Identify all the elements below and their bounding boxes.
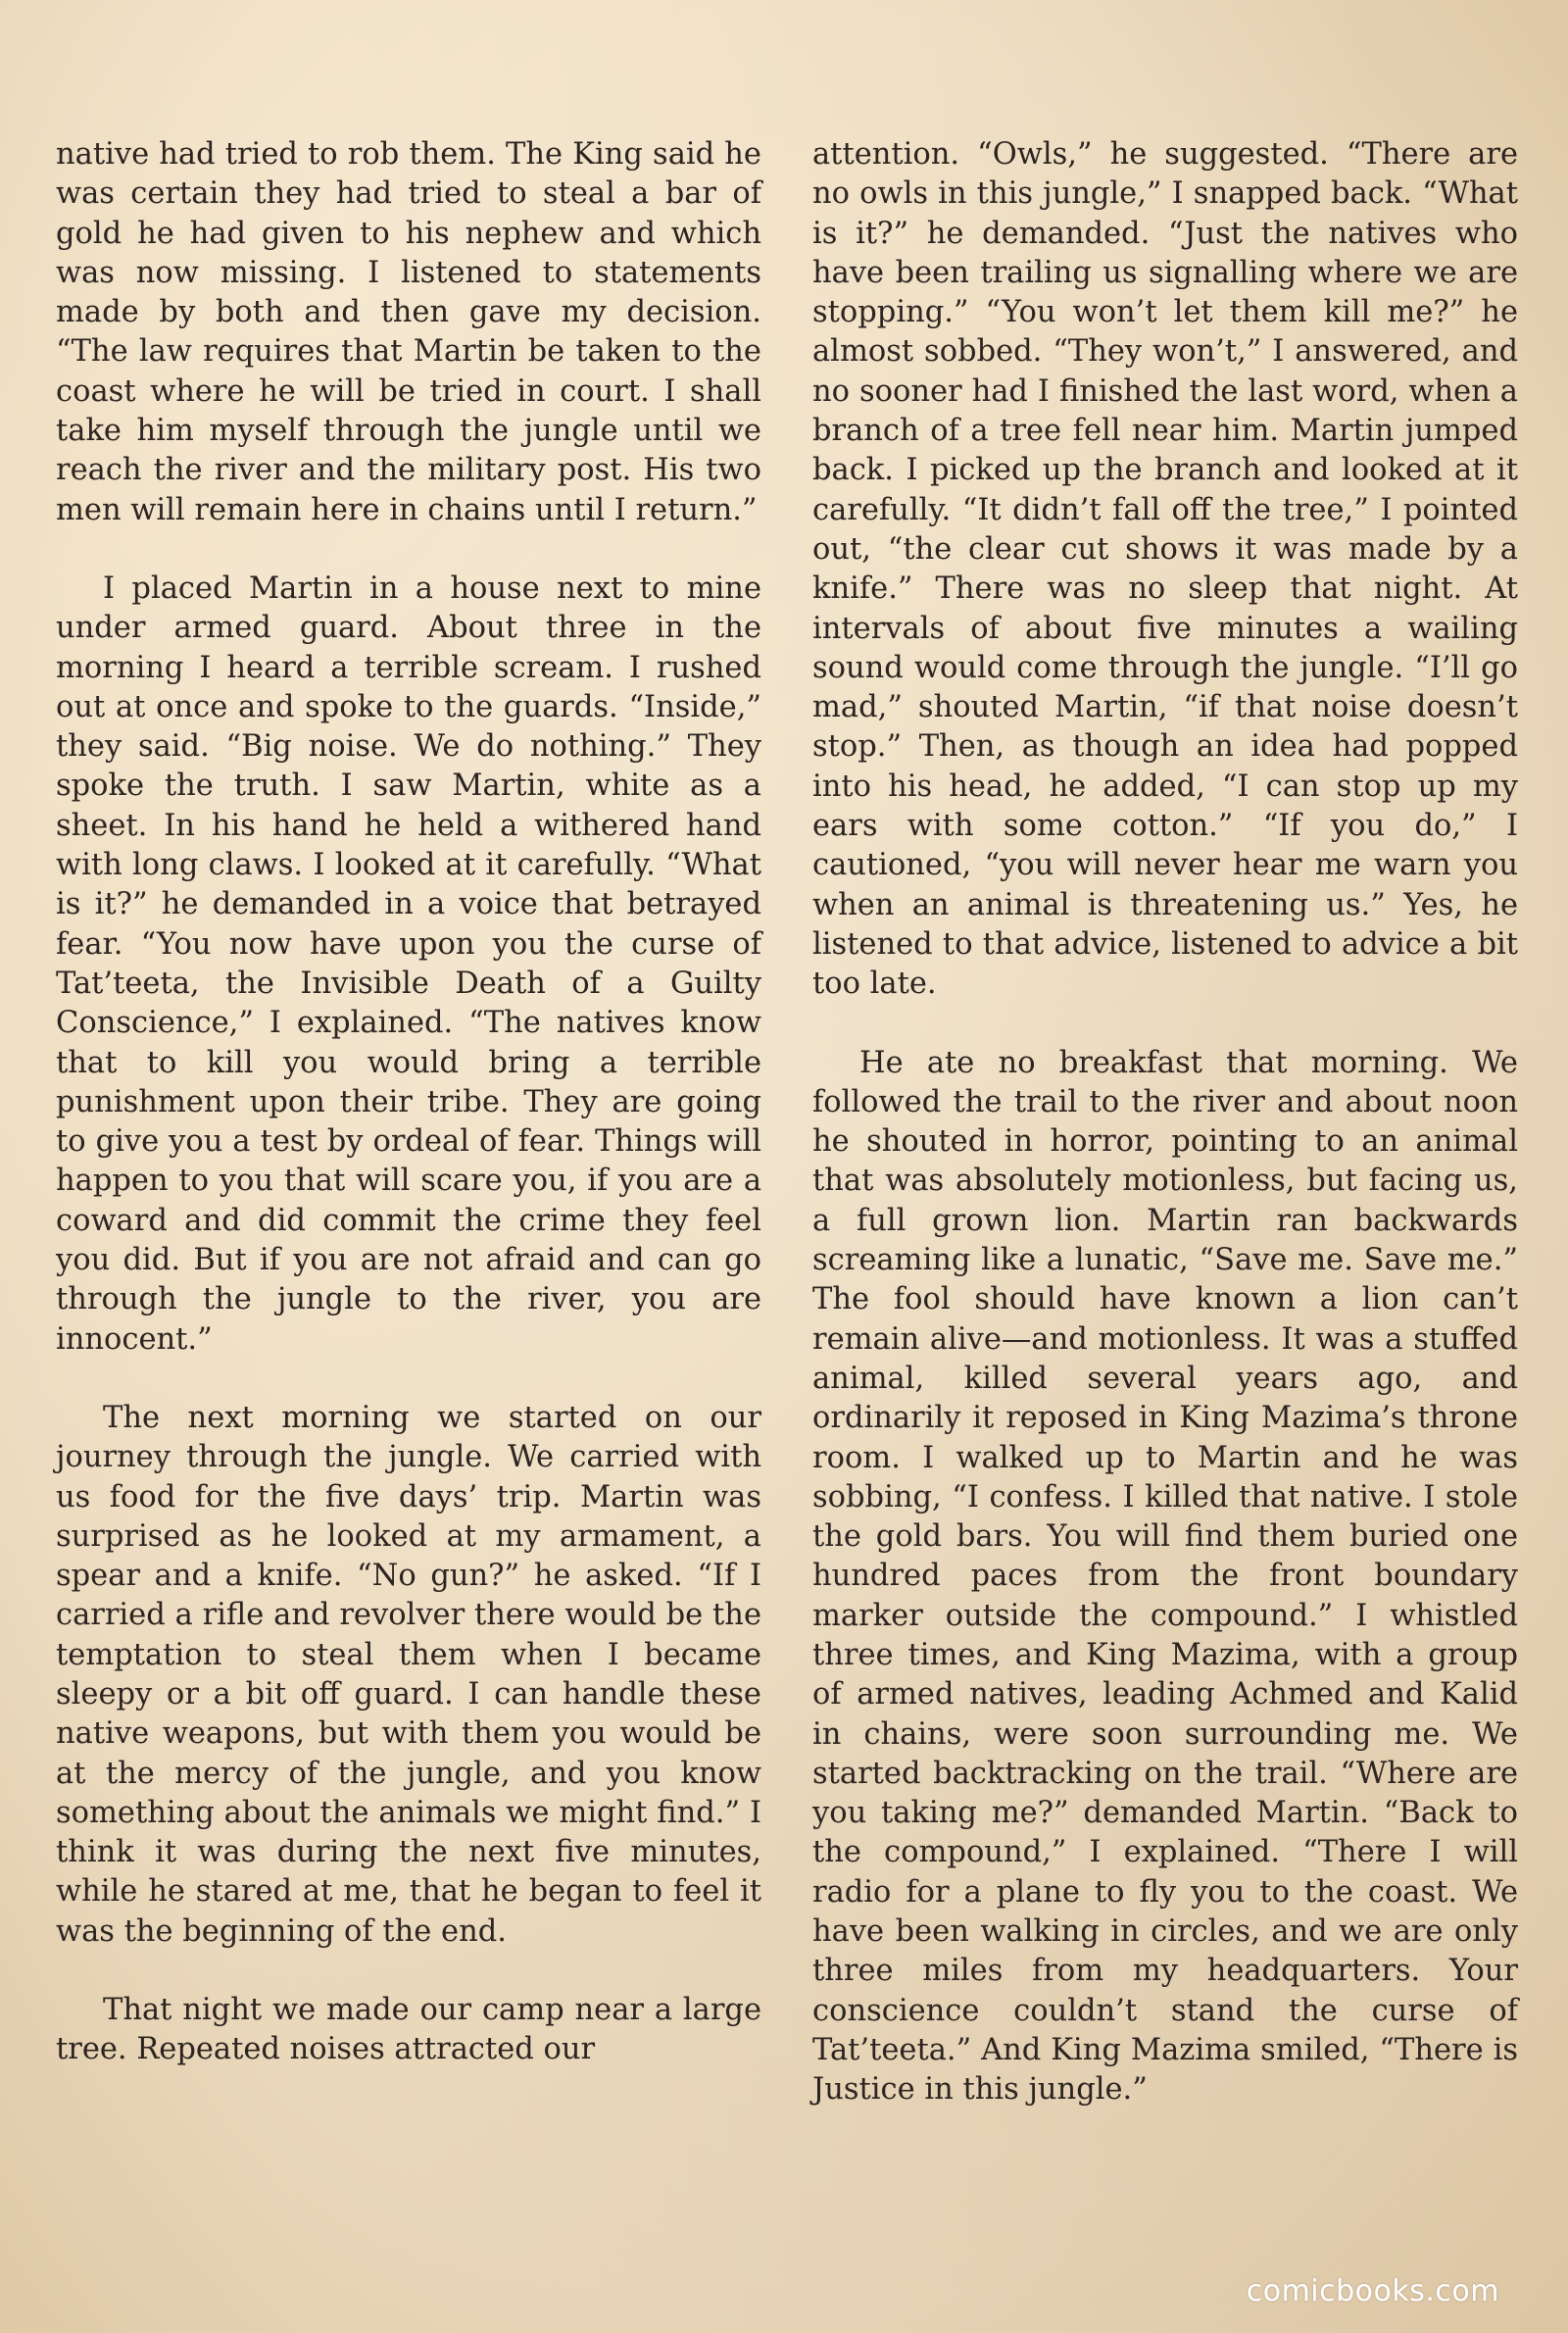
right-column bbox=[812, 135, 1518, 2150]
left-column bbox=[56, 135, 761, 2110]
paragraph: I placed Martin in a house next to mine under armed guard. About three in the morning I heard a terrible scream. I rushed out at once and spoke to the guards. “Inside,” they said. “Big noise. We do nothing.” They spoke the truth. I saw Martin, white as a sheet. In his hand he held a withered hand with long claws. I looked at it carefully. “What is it?” he demanded in a voice that betrayed fear. “You now have upon you the curse of Tat’teeta, the Invisible Death of a Guilty Conscience,” I explained. “The natives know that to kill you would bring a terrible punishment upon their tribe. They are going to give you a test by ordeal of fear. Things will happen to you that will scare you, if you are a coward and did commit the crime they feel you did. But if you are not afraid and can go through the jungle to the river, you are innocent.” bbox=[56, 571, 761, 1357]
paragraph: The next morning we started on our journey through the jungle. We carried with us food for the five days’ trip. Martin was surprised as he looked at my armament, a spear and a knife. “No gun?” he asked. “If I carried a rifle and revolver there would be the temptation to steal them when I became sleepy or a bit off guard. I can handle these native weapons, but with them you would be at the mercy of the jungle, and you know something about the animals we might find.” I think it was during the next five minutes, while he stared at me, that he began to feel it was the beginning of the end. bbox=[56, 1400, 761, 1949]
paragraph: He ate no breakfast that morning. We followed the trail to the river and about noon he shouted in horror, pointing to an animal that was absolutely motionless, but facing us, a full grown lion. Martin ran backwards screaming like a lunatic, “Save me. Save me.” The fool should have known a lion can’t remain alive—and motionless. It was a stuffed animal, killed several years ago, and ordinarily it reposed in King Mazima’s throne room. I walked up to Martin and he was sobbing, “I confess. I killed that native. I stole the gold bars. You will find them buried one hundred paces from the front boundary marker outside the compound.” I whistled three times, and King Mazima, with a group of armed natives, leading Achmed and Kalid in chains, were soon surrounding me. We started backtracking on the trail. “Where are you taking me?” demanded Martin. “Back to the compound,” I explained. “There I will radio for a plane to fly you to the coast. We have been walking in circles, and we are only three miles from my headquarters. Your conscience couldn’t stand the curse of Tat’teeta.” And King Mazima smiled, “There is Justice in this jungle.” bbox=[812, 1045, 1518, 2108]
paragraph: That night we made our camp near a large tree. Repeated noises attracted our bbox=[56, 1993, 761, 2067]
paragraph: attention. “Owls,” he suggested. “There are no owls in this jungle,” I snapped back. “What is it?” he demanded. “Just the natives who have been trailing us signalling where we are stopping.” “You won’t let them kill me?” he almost sobbed. “They won’t,” I answered, and no sooner had I finished the last word, when a branch of a tree fell near him. Martin jumped back. I picked up the branch and looked at it carefully. “It didn’t fall off the tree,” I pointed out, “the clear cut shows it was made by a knife.” There was no sleep that night. At intervals of about five minutes a wailing sound would come through the jungle. “I’ll go mad,” shouted Martin, “if that noise doesn’t stop.” Then, as though an idea had popped into his head, he added, “I can stop up my ears with some cotton.” “If you do,” I cautioned, “you will never hear me warn you when an animal is threatening us.” Yes, he listened to that advice, listened to advice a bit too late. bbox=[812, 137, 1518, 1002]
paragraph: native had tried to rob them. The King said he was certain they had tried to steal a bar of gold he had given to his nephew and which was now missing. I listened to statements made by both and then gave my decision. “The law requires that Martin be taken to the coast where he will be tried in court. I shall take him myself through the jungle until we reach the river and the military post. His two men will remain here in chains until I return.” bbox=[56, 137, 761, 527]
site-watermark: comicbooks.com bbox=[1246, 2274, 1499, 2308]
